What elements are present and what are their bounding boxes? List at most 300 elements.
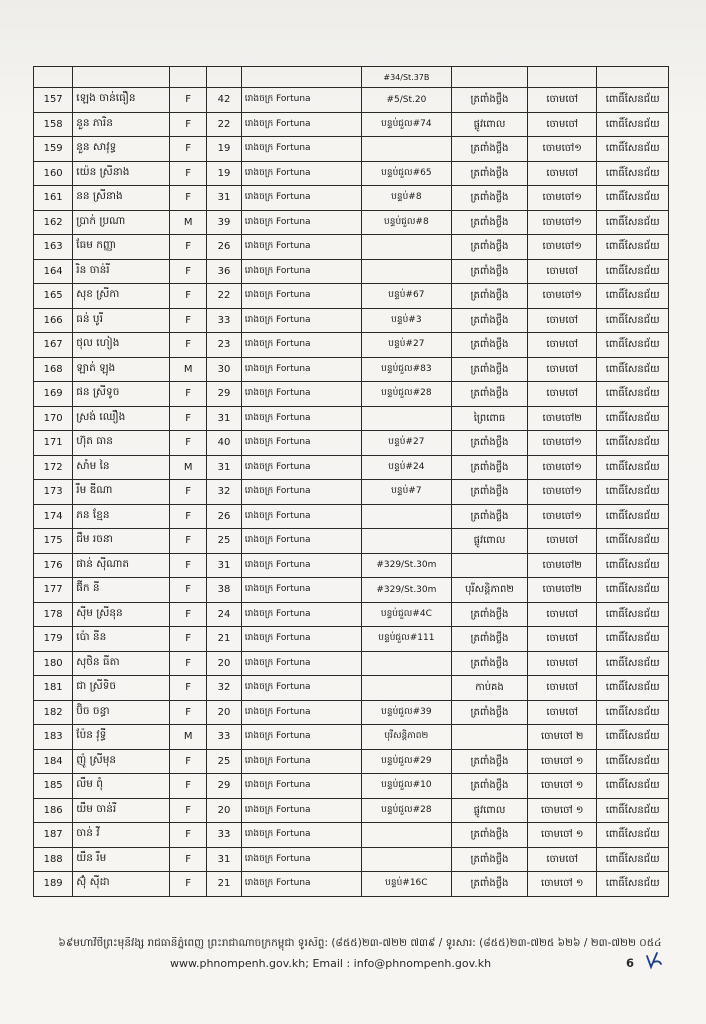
cell-number: 175 [34,529,73,554]
cell-district: ពោធិ៍សែនជ័យ [597,382,669,407]
cell-sex: F [170,651,207,676]
cell-address: បន្ទប់ជួល#28 [361,798,451,823]
table-row [34,210,669,235]
cell-sex: F [170,88,207,113]
cell-address: បន្ទប់#27 [361,333,451,358]
cell-number: 169 [34,382,73,407]
table-row [34,700,669,725]
cell-age: 31 [207,847,242,872]
cell-address: បន្ទប់#8 [361,186,451,211]
cell-address: បន្ទប់#16C [361,872,451,897]
cell-name: យឹន រឹម [73,847,170,872]
cell-age: 26 [207,235,242,260]
cell-number: 172 [34,455,73,480]
cell-sex: F [170,529,207,554]
cell-village: ត្រពាំងថ្លឹង [451,210,527,235]
cell-sex: F [170,798,207,823]
cell-village: បុរីសន្តិភាព២ [451,578,527,603]
cell-village: ត្រពាំងថ្លឹង [451,700,527,725]
cell-sex: F [170,700,207,725]
table-row [34,749,669,774]
cell-address: បន្ទប់ជួល#29 [361,749,451,774]
cell-address [361,137,451,162]
cell-name: ជា ស្រីទិច [73,676,170,701]
cell-district: ពោធិ៍សែនជ័យ [597,504,669,529]
cell-factory: រោងចក្រ Fortuna [241,406,361,431]
table-row [34,455,669,480]
cell-sex: F [170,676,207,701]
cell-age: 25 [207,529,242,554]
cell-district: ពោធិ៍សែនជ័យ [597,161,669,186]
cell-district: ពោធិ៍សែនជ័យ [597,210,669,235]
cell-district: ពោធិ៍សែនជ័យ [597,431,669,456]
cell-name: ឡាត់ ឡុង [73,357,170,382]
cell-factory: រោងចក្រ Fortuna [241,284,361,309]
cell-factory: រោងចក្រ Fortuna [241,725,361,750]
cell-district: ពោធិ៍សែនជ័យ [597,725,669,750]
cell-commune: ចោមចៅ១ [528,137,597,162]
cell-number: 188 [34,847,73,872]
cell-name: នន ស្រីនាង [73,186,170,211]
cell-village: ត្រពាំងថ្លឹង [451,847,527,872]
cell-number: 184 [34,749,73,774]
cell-commune: ចោមចៅ [528,651,597,676]
cell-district: ពោធិ៍សែនជ័យ [597,847,669,872]
cell-name: ជឹម រចនា [73,529,170,554]
cell-factory: រោងចក្រ Fortuna [241,333,361,358]
cell-sex: M [170,357,207,382]
cell-number: 167 [34,333,73,358]
table-row [34,872,669,897]
cell-commune: ចោមចៅ [528,88,597,113]
cell-sex: F [170,161,207,186]
cell-village: ត្រពាំងថ្លឹង [451,88,527,113]
cell-factory: រោងចក្រ Fortuna [241,529,361,554]
cell-name: ថុល ហៀង [73,333,170,358]
table-row [34,308,669,333]
table-row [34,651,669,676]
table-row [34,161,669,186]
cell-commune: ចោមចៅ [528,602,597,627]
cell-age: 42 [207,88,242,113]
cell-sex: F [170,553,207,578]
cell-factory: រោងចក្រ Fortuna [241,798,361,823]
cell-commune: ចោមចៅ១ [528,480,597,505]
table-row [34,627,669,652]
cell-age: 31 [207,186,242,211]
cell-commune: ចោមចៅ [528,308,597,333]
cell-district: ពោធិ៍សែនជ័យ [597,259,669,284]
cell-commune: ចោមចៅ [528,676,597,701]
cell-district: ពោធិ៍សែនជ័យ [597,774,669,799]
cell-factory: រោងចក្រ Fortuna [241,382,361,407]
cell-factory: រោងចក្រ Fortuna [241,480,361,505]
cell-age: 40 [207,431,242,456]
cell-sex: F [170,602,207,627]
cell-district: ពោធិ៍សែនជ័យ [597,235,669,260]
cell-sex: M [170,455,207,480]
cell-village [451,725,527,750]
cell-address: #329/St.30m [361,578,451,603]
cell-name: យឹម ចាន់រី [73,798,170,823]
cell-name: សាំម នៃ [73,455,170,480]
cell-address: #34/St.37B [361,67,451,88]
cell-district: ពោធិ៍សែនជ័យ [597,798,669,823]
cell-number: 182 [34,700,73,725]
table-row-partial [34,67,669,88]
cell-number: 165 [34,284,73,309]
cell-address: បន្ទប់ជួល#65 [361,161,451,186]
cell-village [451,553,527,578]
table-row [34,357,669,382]
cell-number: 177 [34,578,73,603]
cell-factory: រោងចក្រ Fortuna [241,431,361,456]
cell-sex [170,67,207,88]
cell-village: ត្រពាំងថ្លឹង [451,872,527,897]
cell-number: 174 [34,504,73,529]
cell-age: 31 [207,553,242,578]
cell-factory: រោងចក្រ Fortuna [241,186,361,211]
cell-village: ត្រពាំងថ្លឹង [451,161,527,186]
cell-factory: រោងចក្រ Fortuna [241,455,361,480]
table-row [34,431,669,456]
cell-name: ស៊ីម ស្រីនុន [73,602,170,627]
cell-commune: ចោមចៅ២ [528,553,597,578]
roster-table [33,66,669,897]
cell-address: បន្ទប់ជួល#4C [361,602,451,627]
cell-village: ត្រពាំងថ្លឹង [451,504,527,529]
cell-number: 170 [34,406,73,431]
cell-name: លឹម ពុំ [73,774,170,799]
cell-age: 22 [207,284,242,309]
cell-factory: រោងចក្រ Fortuna [241,259,361,284]
cell-sex: F [170,333,207,358]
cell-district: ពោធិ៍សែនជ័យ [597,333,669,358]
cell-age: 26 [207,504,242,529]
cell-number: 168 [34,357,73,382]
cell-address [361,504,451,529]
cell-number: 178 [34,602,73,627]
cell-district: ពោធិ៍សែនជ័យ [597,284,669,309]
table-row [34,480,669,505]
cell-district: ពោធិ៍សែនជ័យ [597,137,669,162]
cell-name: នួន ភារិន [73,112,170,137]
cell-age: 33 [207,823,242,848]
cell-address: បុរីសន្តិភាព២ [361,725,451,750]
cell-factory: រោងចក្រ Fortuna [241,504,361,529]
cell-address: #5/St.20 [361,88,451,113]
cell-address: បន្ទប់ជួល#10 [361,774,451,799]
cell-district: ពោធិ៍សែនជ័យ [597,578,669,603]
cell-factory: រោងចក្រ Fortuna [241,210,361,235]
cell-age: 33 [207,308,242,333]
cell-age: 29 [207,382,242,407]
cell-address: បន្ទប់ជួល#74 [361,112,451,137]
cell-age: 30 [207,357,242,382]
table-row [34,725,669,750]
cell-commune [528,67,597,88]
cell-name: ផាន់ ស៊ីណាត [73,553,170,578]
cell-sex: F [170,578,207,603]
cell-number: 160 [34,161,73,186]
cell-village: ត្រពាំងថ្លឹង [451,602,527,627]
cell-factory: រោងចក្រ Fortuna [241,602,361,627]
cell-commune: ចោមចៅ២ [528,406,597,431]
cell-name: រិន ចាន់រី [73,259,170,284]
cell-district: ពោធិ៍សែនជ័យ [597,406,669,431]
cell-name: រឹម ឌីណា [73,480,170,505]
cell-age: 20 [207,651,242,676]
cell-name: ស្រង់ ឈឿង [73,406,170,431]
table-row [34,137,669,162]
table-row [34,774,669,799]
table-row [34,529,669,554]
cell-commune: ចោមចៅ១ [528,235,597,260]
cell-sex: M [170,210,207,235]
cell-age [207,67,242,88]
cell-factory: រោងចក្រ Fortuna [241,235,361,260]
cell-age: 36 [207,259,242,284]
cell-sex: F [170,406,207,431]
cell-age: 21 [207,627,242,652]
cell-age: 38 [207,578,242,603]
cell-sex: F [170,504,207,529]
cell-address: បន្ទប់#3 [361,308,451,333]
cell-district: ពោធិ៍សែនជ័យ [597,357,669,382]
cell-address [361,651,451,676]
roster-table-body [34,67,669,897]
cell-district: ពោធិ៍សែនជ័យ [597,602,669,627]
cell-address [361,259,451,284]
table-row [34,504,669,529]
footer-web-email: www.phnompenh.gov.kh; Email : info@phnompenh.gov.kh [170,957,492,970]
cell-age: 19 [207,161,242,186]
cell-district: ពោធិ៍សែនជ័យ [597,676,669,701]
cell-name: ស៊ុំ ស៊ីដា [73,872,170,897]
cell-name: ប៊ិច ចន្ធា [73,700,170,725]
cell-sex: F [170,259,207,284]
page-number: 6 [626,956,635,970]
cell-address: បន្ទប់ជួល#83 [361,357,451,382]
table-row [34,406,669,431]
cell-commune: ចោមចៅ ២ [528,725,597,750]
table-row [34,602,669,627]
cell-address: បន្ទប់#67 [361,284,451,309]
cell-age: 24 [207,602,242,627]
cell-number: 187 [34,823,73,848]
cell-village: ត្រពាំងថ្លឹង [451,235,527,260]
table-row [34,823,669,848]
cell-commune: ចោមចៅ [528,382,597,407]
cell-village: ត្រពាំងថ្លឹង [451,382,527,407]
cell-sex: F [170,284,207,309]
cell-sex: F [170,235,207,260]
cell-sex: M [170,725,207,750]
cell-factory: រោងចក្រ Fortuna [241,578,361,603]
cell-factory: រោងចក្រ Fortuna [241,308,361,333]
cell-commune: ចោមចៅ [528,259,597,284]
table-row [34,847,669,872]
cell-district: ពោធិ៍សែនជ័យ [597,455,669,480]
cell-village: ត្រពាំងថ្លឹង [451,823,527,848]
cell-factory: រោងចក្រ Fortuna [241,749,361,774]
cell-commune: ចោមចៅ [528,357,597,382]
table-row [34,676,669,701]
table-row [34,553,669,578]
cell-village: ត្រពាំងថ្លឹង [451,749,527,774]
cell-district [597,67,669,88]
table-row [34,88,669,113]
cell-district: ពោធិ៍សែនជ័យ [597,627,669,652]
cell-name: នួន សាវុទ្ធ [73,137,170,162]
cell-number [34,67,73,88]
cell-number: 180 [34,651,73,676]
cell-village: ត្រពាំងថ្លឹង [451,308,527,333]
cell-number: 159 [34,137,73,162]
cell-commune: ចោមចៅ [528,112,597,137]
cell-age: 23 [207,333,242,358]
cell-commune: ចោមចៅ [528,333,597,358]
cell-factory: រោងចក្រ Fortuna [241,137,361,162]
cell-commune: ចោមចៅ ១ [528,774,597,799]
cell-address: បន្ទប់ជួល#8 [361,210,451,235]
cell-district: ពោធិ៍សែនជ័យ [597,553,669,578]
cell-village: ត្រពាំងថ្លឹង [451,333,527,358]
cell-name: ចាន់ វី [73,823,170,848]
cell-address: បន្ទប់#24 [361,455,451,480]
cell-number: 181 [34,676,73,701]
cell-name: ភន ខ្មែន [73,504,170,529]
cell-name: ធែម កញ្ញា [73,235,170,260]
cell-commune: ចោមចៅ១ [528,455,597,480]
cell-village: ត្រពាំងថ្លឹង [451,137,527,162]
cell-village [451,67,527,88]
cell-sex: F [170,847,207,872]
cell-number: 176 [34,553,73,578]
cell-address [361,235,451,260]
cell-village: ត្រពាំងថ្លឹង [451,259,527,284]
cell-number: 158 [34,112,73,137]
table-row [34,578,669,603]
cell-name: ប៉ែន វុទ្ធី [73,725,170,750]
cell-number: 171 [34,431,73,456]
cell-factory: រោងចក្រ Fortuna [241,700,361,725]
cell-factory: រោងចក្រ Fortuna [241,774,361,799]
cell-district: ពោធិ៍សែនជ័យ [597,88,669,113]
cell-commune: ចោមចៅ [528,627,597,652]
cell-district: ពោធិ៍សែនជ័យ [597,112,669,137]
cell-age: 22 [207,112,242,137]
cell-sex: F [170,382,207,407]
cell-factory: រោងចក្រ Fortuna [241,357,361,382]
cell-address [361,676,451,701]
footer-address: ៦៩មហាវិថីព្រះមុនីវង្ស រាជធានីភ្នំពេញ ព្រះរាជាណាចក្រកម្ពុជា ទូរស័ព្ទ: (៨៥៥)២៣-៧២២ ៧៣៩ / ទូរសារ: (៨៥៥)២៣-៧២៥ ៦២៦ / ២៣-៧២២ ០៥៤ [58,937,662,949]
cell-number: 189 [34,872,73,897]
table-row [34,235,669,260]
cell-number: 173 [34,480,73,505]
cell-address: បន្ទប់#27 [361,431,451,456]
table-row [34,186,669,211]
cell-village: ផ្លូវពោល [451,529,527,554]
cell-sex: F [170,186,207,211]
cell-name: ញ៉ូ ស្រីមុន [73,749,170,774]
table-row [34,112,669,137]
cell-factory: រោងចក្រ Fortuna [241,161,361,186]
cell-number: 179 [34,627,73,652]
cell-district: ពោធិ៍សែនជ័យ [597,480,669,505]
cell-name: ប្រាក់ ប្រណា [73,210,170,235]
cell-age: 31 [207,406,242,431]
cell-district: ពោធិ៍សែនជ័យ [597,308,669,333]
cell-sex: F [170,308,207,333]
cell-address: បន្ទប់#7 [361,480,451,505]
cell-sex: F [170,431,207,456]
cell-name: សុថិន ធីតា [73,651,170,676]
cell-age: 29 [207,774,242,799]
cell-commune: ចោមចៅ១ [528,210,597,235]
cell-name [73,67,170,88]
cell-address [361,823,451,848]
cell-address: បន្ទប់ជួល#28 [361,382,451,407]
cell-age: 20 [207,700,242,725]
cell-factory [241,67,361,88]
cell-commune: ចោមចៅ ១ [528,872,597,897]
cell-district: ពោធិ៍សែនជ័យ [597,872,669,897]
cell-village: ត្រពាំងថ្លឹង [451,455,527,480]
cell-factory: រោងចក្រ Fortuna [241,823,361,848]
cell-commune: ចោមចៅ១ [528,504,597,529]
cell-village: ផ្លូវពោល [451,798,527,823]
cell-factory: រោងចក្រ Fortuna [241,553,361,578]
cell-address [361,847,451,872]
cell-commune: ចោមចៅ២ [528,578,597,603]
cell-age: 39 [207,210,242,235]
cell-commune: ចោមចៅ [528,529,597,554]
cell-age: 33 [207,725,242,750]
cell-number: 185 [34,774,73,799]
cell-number: 163 [34,235,73,260]
cell-name: យ៉េន ស្រីនាង [73,161,170,186]
cell-sex: F [170,137,207,162]
cell-district: ពោធិ៍សែនជ័យ [597,186,669,211]
cell-sex: F [170,774,207,799]
cell-village: ត្រពាំងថ្លឹង [451,774,527,799]
cell-commune: ចោមចៅ ១ [528,749,597,774]
cell-sex: F [170,480,207,505]
cell-name: ផន ស្រីទូច [73,382,170,407]
cell-factory: រោងចក្រ Fortuna [241,676,361,701]
cell-commune: ចោមចៅ [528,847,597,872]
cell-district: ពោធិ៍សែនជ័យ [597,700,669,725]
cell-name: ឡេង ចាន់ធឿន [73,88,170,113]
cell-age: 32 [207,480,242,505]
cell-district: ពោធិ៍សែនជ័យ [597,651,669,676]
cell-age: 20 [207,798,242,823]
cell-number: 183 [34,725,73,750]
cell-district: ពោធិ៍សែនជ័យ [597,749,669,774]
cell-factory: រោងចក្រ Fortuna [241,872,361,897]
cell-age: 21 [207,872,242,897]
table-row [34,798,669,823]
cell-village: ត្រពាំងថ្លឹង [451,357,527,382]
cell-number: 157 [34,88,73,113]
cell-number: 164 [34,259,73,284]
cell-age: 32 [207,676,242,701]
cell-factory: រោងចក្រ Fortuna [241,627,361,652]
table-row [34,333,669,358]
cell-village: ត្រពាំងថ្លឹង [451,480,527,505]
cell-village: ត្រពាំងថ្លឹង [451,284,527,309]
